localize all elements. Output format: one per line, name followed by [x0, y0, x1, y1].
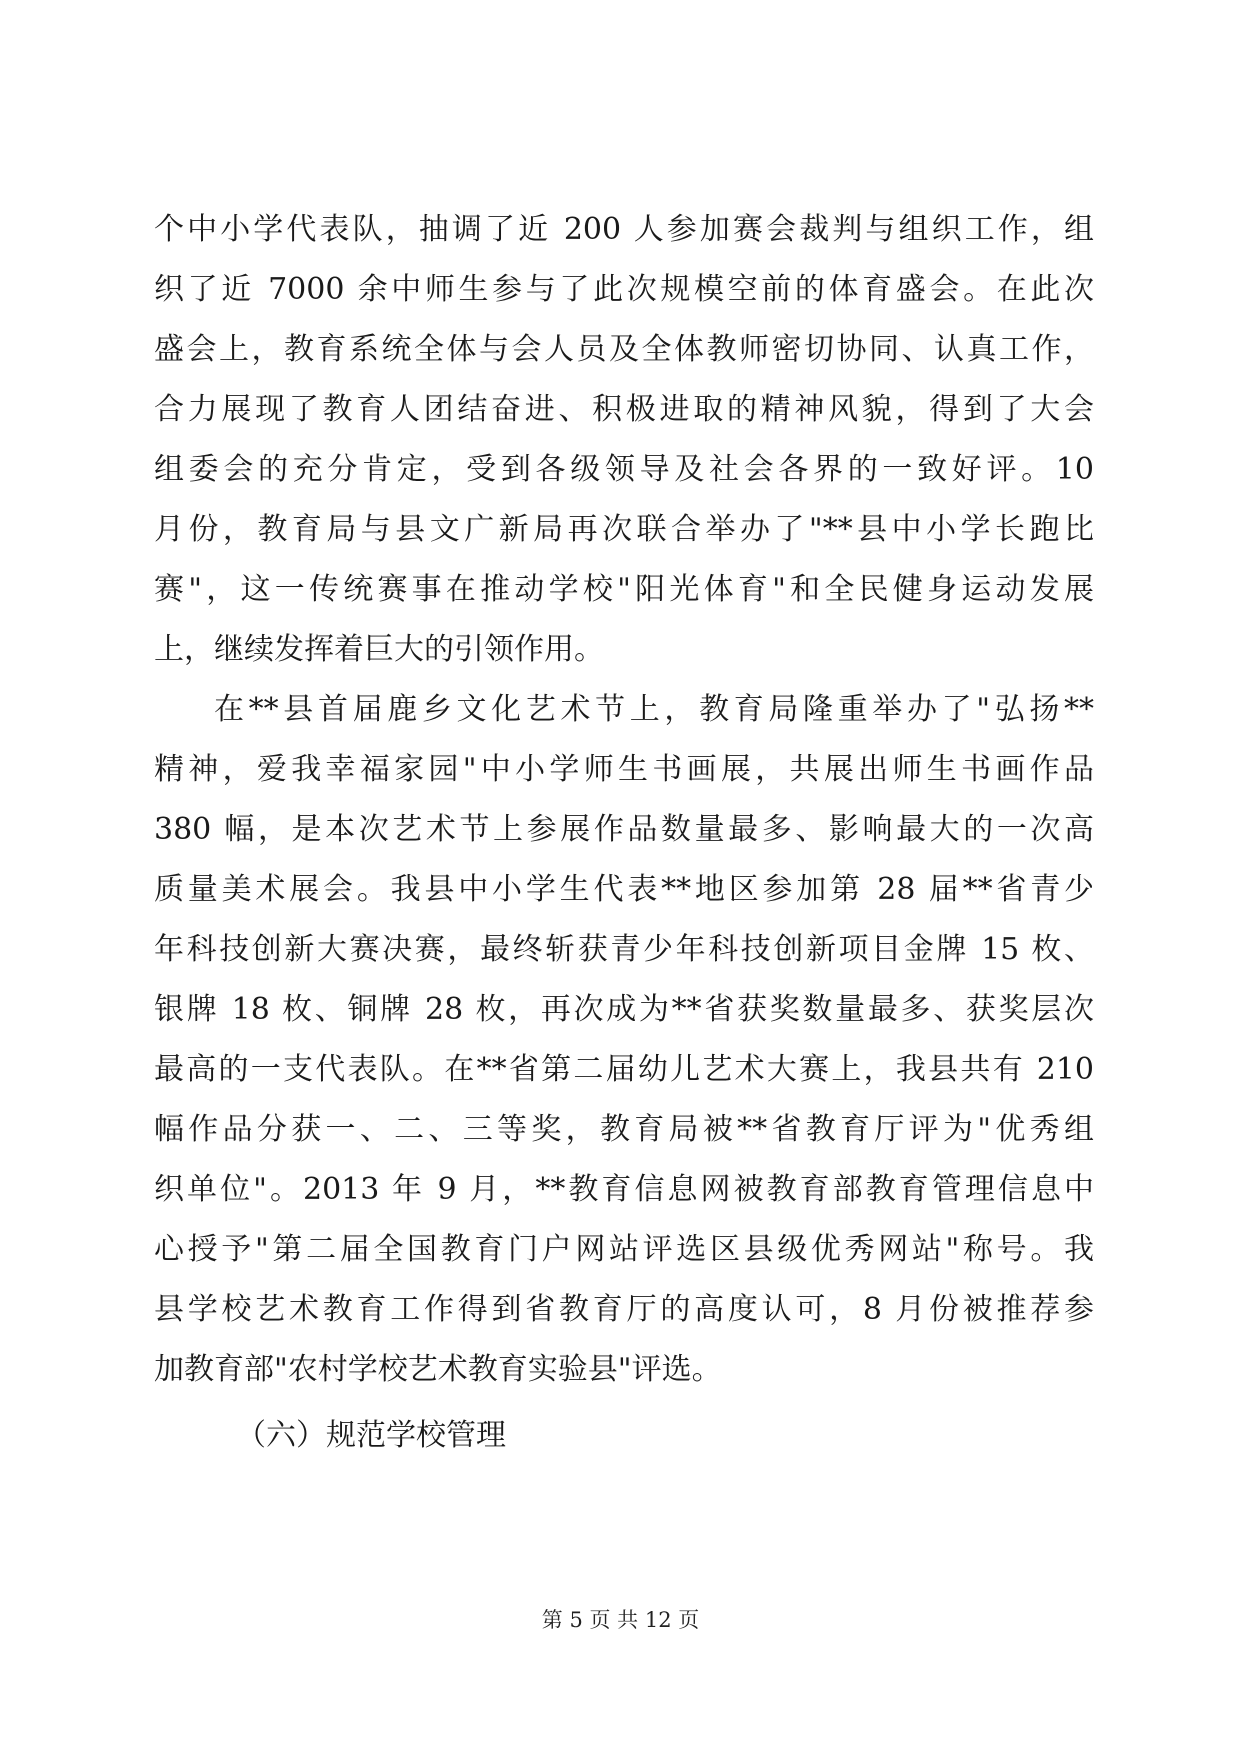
text-line: 精神，爱我幸福家园"中小学师生书画展，共展出师生书画作品: [154, 752, 1094, 787]
section-heading: （六）规范学校管理: [236, 1418, 506, 1453]
text-line: 赛"，这一传统赛事在推动学校"阳光体育"和全民健身运动发展: [154, 572, 1094, 607]
text-line: 织了近 7000 余中师生参与了此次规模空前的体育盛会。在此次: [154, 272, 1094, 307]
text-line: 加教育部"农村学校艺术教育实验县"评选。: [154, 1352, 722, 1387]
text-line: 组委会的充分肯定，受到各级领导及社会各界的一致好评。10: [154, 452, 1094, 487]
text-line: 银牌 18 枚、铜牌 28 枚，再次成为**省获奖数量最多、获奖层次: [154, 992, 1094, 1027]
text-line: 在**县首届鹿乡文化艺术节上，教育局隆重举办了"弘扬**: [214, 692, 1094, 727]
text-line: 幅作品分获一、二、三等奖，教育局被**省教育厅评为"优秀组: [154, 1112, 1094, 1147]
text-line: 年科技创新大赛决赛，最终斩获青少年科技创新项目金牌 15 枚、: [154, 932, 1094, 967]
text-line: 上，继续发挥着巨大的引领作用。: [154, 632, 604, 667]
text-line: 盛会上，教育系统全体与会人员及全体教师密切协同、认真工作，: [154, 332, 1094, 367]
text-line: 合力展现了教育人团结奋进、积极进取的精神风貌，得到了大会: [154, 392, 1094, 427]
text-line: 质量美术展会。我县中小学生代表**地区参加第 28 届**省青少: [154, 872, 1094, 907]
text-line: 县学校艺术教育工作得到省教育厅的高度认可，8 月份被推荐参: [154, 1292, 1094, 1327]
text-line: 月份，教育局与县文广新局再次联合举办了"**县中小学长跑比: [154, 512, 1094, 547]
text-line: 心授予"第二届全国教育门户网站评选区县级优秀网站"称号。我: [154, 1232, 1094, 1267]
text-line: 最高的一支代表队。在**省第二届幼儿艺术大赛上，我县共有 210: [154, 1052, 1094, 1087]
page-footer: 第 5 页 共 12 页: [541, 1608, 700, 1632]
text-line: 织单位"。2013 年 9 月，**教育信息网被教育部教育管理信息中: [154, 1172, 1094, 1207]
text-line: 380 幅，是本次艺术节上参展作品数量最多、影响最大的一次高: [154, 812, 1094, 847]
text-line: 个中小学代表队，抽调了近 200 人参加赛会裁判与组织工作，组: [154, 212, 1094, 247]
